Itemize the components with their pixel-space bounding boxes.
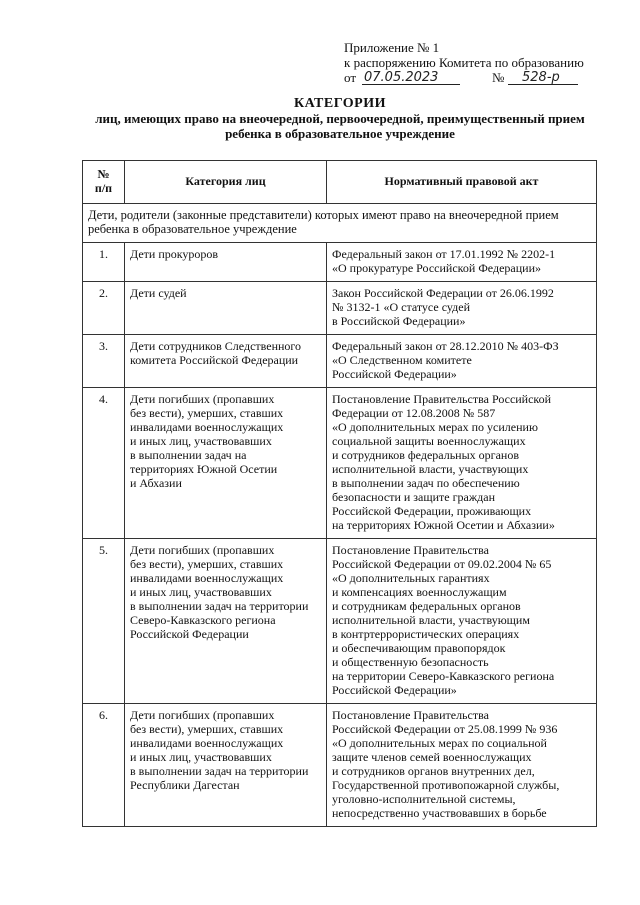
- row-number: 2.: [83, 282, 125, 335]
- row-number: 6.: [83, 704, 125, 827]
- table-header-row: [83, 161, 597, 204]
- row-category: Дети погибших (пропавших без вести), умерших, ставших инвалидами военнослужащих и иных лиц, участвовавших в выполнении задач на территории Северо-Кавказского региона Российской Федерации: [125, 539, 327, 704]
- row-act: Постановление Правительства Российской Федерации от 09.02.2004 № 65 «О дополнительных гарантиях и компенсациях военнослужащим и сотрудникам федеральных органов исполнительной власти, участвующим в контртеррористических операциях и обеспечивающим правопорядок и общественную безопасность на территории Северо-Кавказского региона Российской Федерации»: [327, 539, 597, 704]
- date-underline: [362, 84, 460, 85]
- table-row: [83, 539, 597, 704]
- section-title: Дети, родители (законные представители) которых имеют право на внеочередной прием ребенка в образовательное учреждение: [83, 204, 597, 243]
- section-row: [83, 204, 597, 243]
- document-title-block: [60, 96, 620, 141]
- column-header-category: Категория лиц: [125, 161, 327, 204]
- number-underline: [508, 84, 578, 85]
- document-title: КАТЕГОРИИ: [294, 96, 386, 111]
- row-act: Постановление Правительства Российской Федерации от 25.08.1999 № 936 «О дополнительных мерах по социальной защите членов семей военнослужащих и сотрудников органов внутренних дел, Государственной противопожарной службы, уголовно-исполнительной системы, непосредственно участвовавших в борьбе: [327, 704, 597, 827]
- handwritten-date: 07.05.2023: [364, 70, 439, 85]
- document-subtitle-1: лиц, имеющих право на внеочередной, первоочередной, преимущественный прием: [95, 111, 585, 126]
- row-act: Федеральный закон от 17.01.1992 № 2202-1 «О прокуратуре Российской Федерации»: [327, 243, 597, 282]
- from-label: от: [344, 70, 357, 85]
- table-row: [83, 388, 597, 539]
- table-row: [83, 243, 597, 282]
- document-subtitle-2: ребенка в образовательное учреждение: [225, 126, 455, 141]
- row-category: Дети погибших (пропавших без вести), умерших, ставших инвалидами военнослужащих и иных лиц, участвовавших в выполнении задач на территориях Южной Осетии и Абхазии: [125, 388, 327, 539]
- row-category: Дети сотрудников Следственного комитета Российской Федерации: [125, 335, 327, 388]
- appendix-header: [344, 40, 624, 86]
- column-header-number: № п/п: [83, 161, 125, 204]
- categories-table: [82, 160, 597, 827]
- row-number: 5.: [83, 539, 125, 704]
- appendix-order: к распоряжению Комитета по образованию: [344, 55, 584, 70]
- row-act: Федеральный закон от 28.12.2010 № 403-ФЗ «О Следственном комитете Российской Федерации»: [327, 335, 597, 388]
- table-row: [83, 335, 597, 388]
- row-category: Дети погибших (пропавших без вести), умерших, ставших инвалидами военнослужащих и иных лиц, участвовавших в выполнении задач на территории Республики Дагестан: [125, 704, 327, 827]
- row-act: Закон Российской Федерации от 26.06.1992 № 3132-1 «О статусе судей в Российской Федерации»: [327, 282, 597, 335]
- appendix-date-number: [344, 70, 624, 86]
- table-row: [83, 704, 597, 827]
- handwritten-number: 528-р: [522, 70, 560, 85]
- table-row: [83, 282, 597, 335]
- number-label: №: [492, 70, 505, 85]
- row-act: Постановление Правительства Российской Федерации от 12.08.2008 № 587 «О дополнительных мерах по усилению социальной защиты военнослужащих и сотрудников федеральных органов исполнительной власти, участвующих в выполнении задач по обеспечению безопасности и защите граждан Российской Федерации, проживающих на территориях Южной Осетии и Абхазии»: [327, 388, 597, 539]
- row-category: Дети прокуроров: [125, 243, 327, 282]
- row-number: 1.: [83, 243, 125, 282]
- column-header-act: Нормативный правовой акт: [327, 161, 597, 204]
- row-number: 3.: [83, 335, 125, 388]
- row-category: Дети судей: [125, 282, 327, 335]
- row-number: 4.: [83, 388, 125, 539]
- appendix-title: Приложение № 1: [344, 40, 440, 55]
